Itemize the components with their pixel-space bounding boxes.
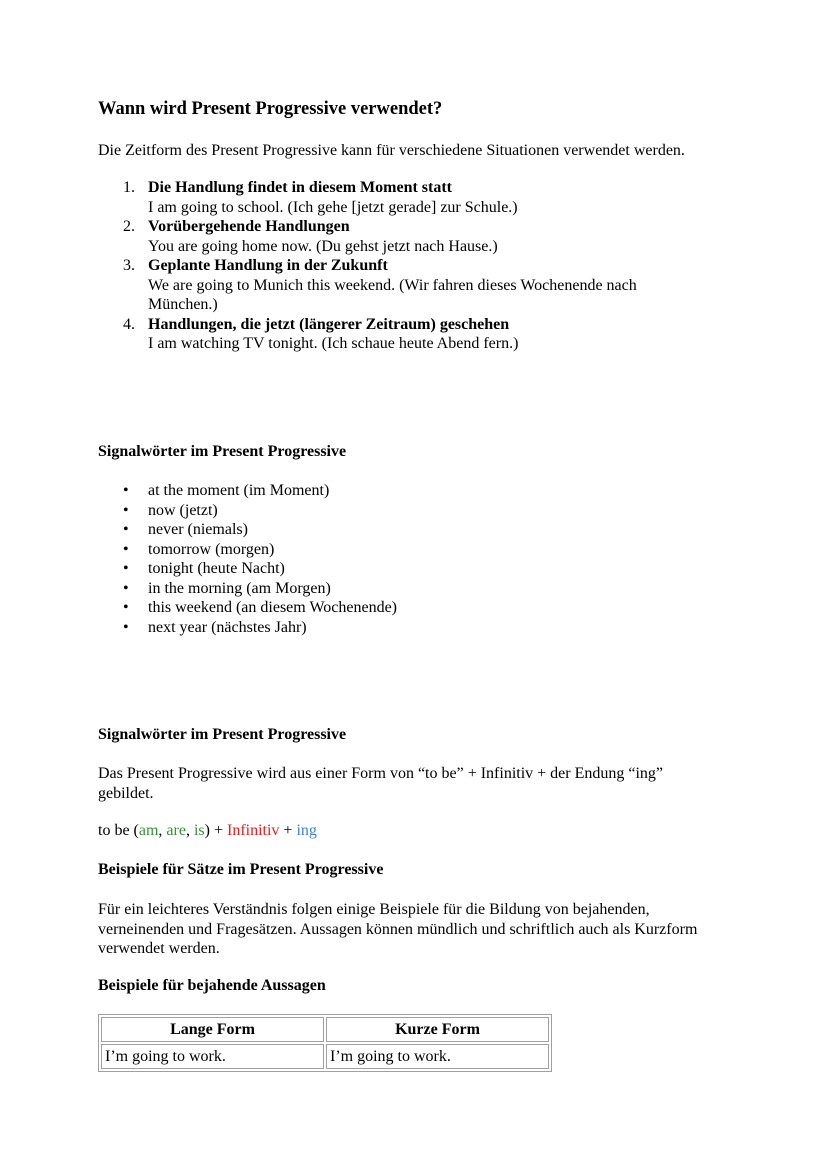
list-item-title: Die Handlung findet in diesem Moment statt [148,179,452,196]
formula-separator: , [158,822,167,839]
list-item-example: I am watching TV tonight. (Ich schaue heute Abend fern.) [148,335,519,352]
list-item: • next year (nächstes Jahr) [98,618,698,638]
formula-ing: ing [296,822,317,839]
formula-am: am [138,822,159,839]
list-item-example: You are going home now. (Du gehst jetzt nach Hause.) [148,237,498,255]
formula-prefix: to be ( [98,822,139,839]
intro-paragraph: Die Zeitform des Present Progressive kann für verschiedene Situationen verwendet werden. [98,142,685,159]
list-item: • in the morning (am Morgen) [98,579,698,599]
formation-paragraph: Das Present Progressive wird aus einer Form von “to be” + Infinitiv + der Endung “ing” gebildet. [98,765,664,802]
table-header-row [101,1017,549,1042]
list-number: 3. [123,257,135,274]
list-item-title: Handlungen, die jetzt (längerer Zeitraum) geschehen [148,315,510,333]
examples-paragraph: Für ein leichteres Verständnis folgen einige Beispiele für die Bildung von bejahenden, verneinenden und Fragesätzen. Aussagen können mündlich und schriftlich auch als Kurzform verwendet werden. [98,901,698,957]
signal-words-list [98,481,698,637]
list-item: • this weekend (an diesem Wochenende) [98,598,698,618]
list-item-title: Geplante Handlung in der Zukunft [148,257,388,274]
list-number: 4. [123,315,135,333]
list-item: • tomorrow (morgen) [98,540,698,560]
list-item: • never (niemals) [98,520,698,540]
table-cell: I’m going to work. [326,1044,549,1069]
table-row [101,1044,549,1069]
list-item-example: I am going to school. (Ich gehe [jetzt gerade] zur Schule.) [148,198,518,216]
formula-plus: + [279,822,297,839]
table-cell: I’m going to work. [101,1044,324,1069]
examples-heading: Beispiele für Sätze im Present Progressive [98,861,384,878]
list-item: • tonight (heute Nacht) [98,559,698,579]
list-item: • now (jetzt) [98,501,698,521]
examples-table [98,1014,552,1072]
formula-are: are [166,822,186,839]
list-item [98,217,738,256]
list-number: 1. [123,179,135,196]
formula-separator: , [185,822,194,839]
formation-heading: Signalwörter im Present Progressive [98,726,347,743]
signal-words-heading: Signalwörter im Present Progressive [98,443,347,460]
list-item-title: Vorübergehende Handlungen [148,218,350,235]
list-item [98,256,738,315]
formula-mid: ) + [204,822,227,839]
column-header: Kurze Form [326,1017,549,1042]
column-header: Lange Form [101,1017,324,1042]
list-item-example: We are going to Munich this weekend. (Wir fahren dieses Wochenende nach München.) [148,276,637,313]
affirmative-heading: Beispiele für bejahende Aussagen [98,977,326,994]
list-item [98,315,738,354]
formula-infinitiv: Infinitiv [226,822,280,839]
formation-formula [98,821,317,841]
list-item: • at the moment (im Moment) [98,481,698,501]
page-title: Wann wird Present Progressive verwendet? [98,99,443,119]
formula-is: is [193,822,205,839]
list-item [98,178,738,217]
list-number: 2. [123,218,135,235]
usage-list [98,178,738,354]
